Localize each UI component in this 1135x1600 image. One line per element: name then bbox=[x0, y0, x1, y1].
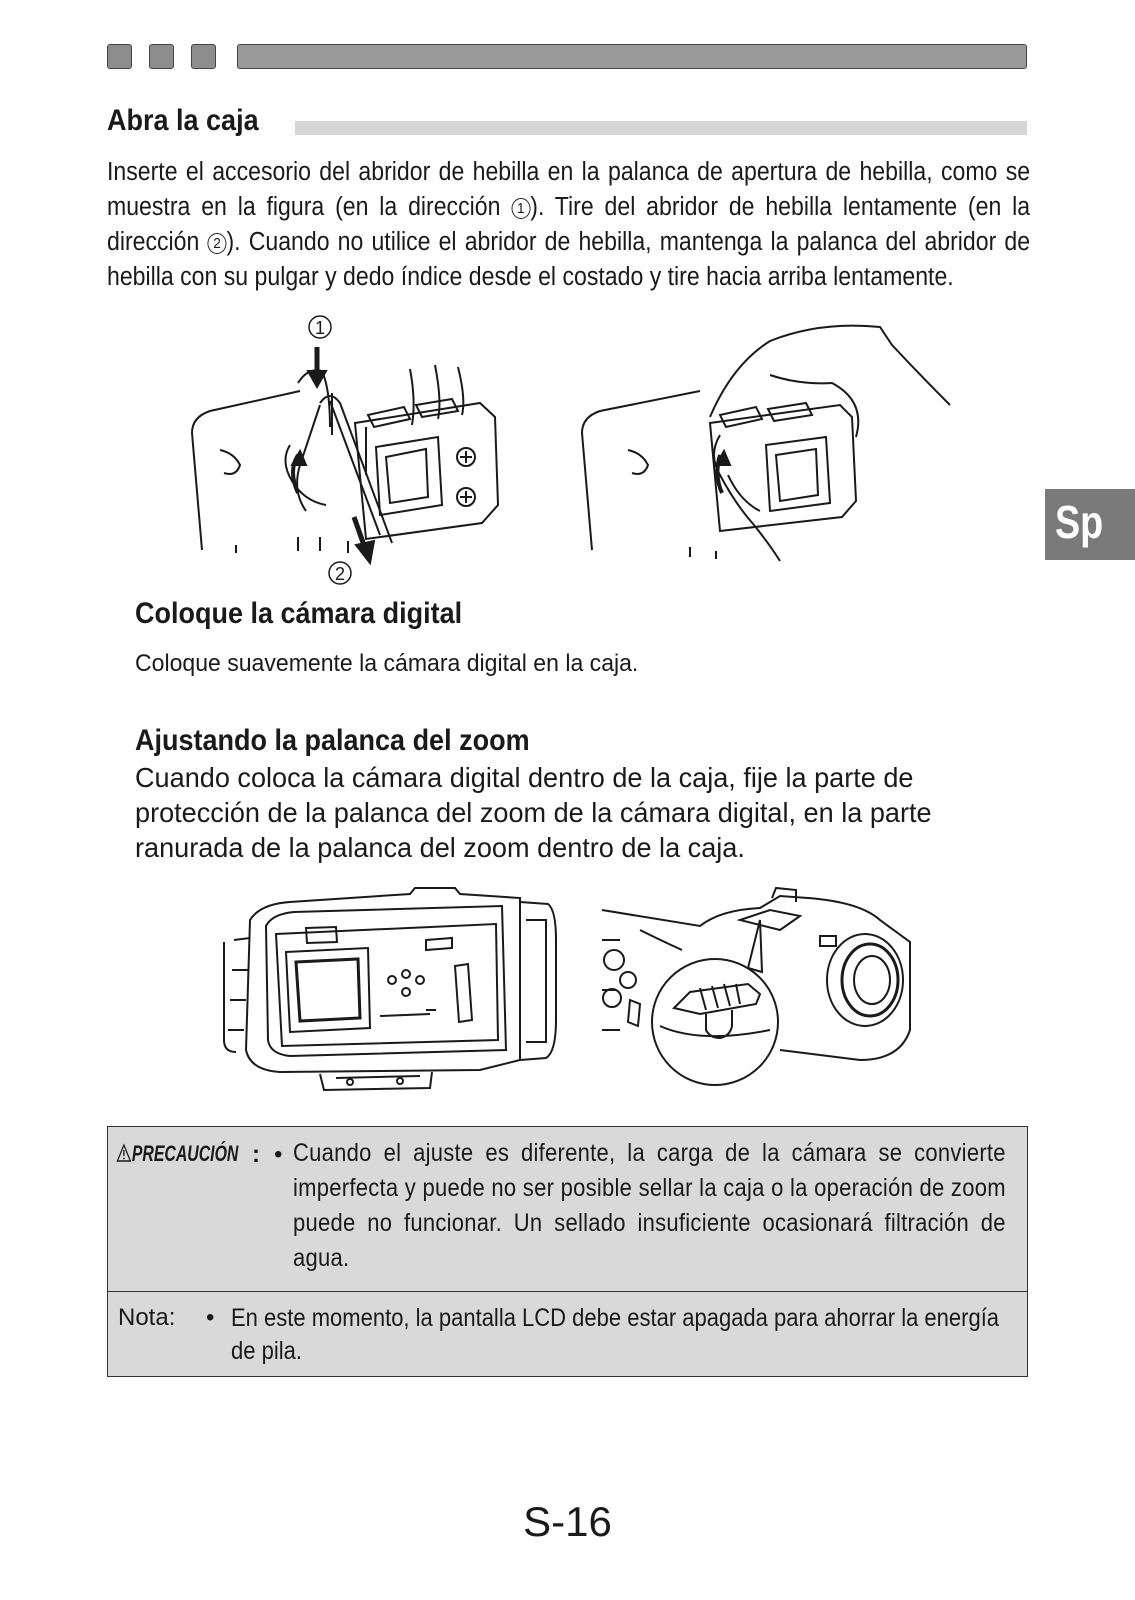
note-bullet: • bbox=[206, 1304, 215, 1331]
figure-camera-in-case bbox=[220, 880, 940, 1105]
body-text: ). Tire del abridor de hebilla lentamente (en la dirección bbox=[107, 193, 1031, 256]
page-number: S-16 bbox=[523, 1498, 612, 1545]
header-square bbox=[191, 44, 216, 69]
callout-1: 1 bbox=[314, 318, 326, 338]
header-bar bbox=[237, 44, 1027, 69]
section-body-zoom-lever: Cuando coloca la cámara digital dentro de la caja, fije la parte de protección de la palanca del zoom de la cámara digital, en la parte ranurada de la palanca del zoom dentro de la caja. bbox=[135, 762, 932, 863]
section-title-place-camera: Coloque la cámara digital bbox=[135, 597, 463, 630]
caution-colon: : bbox=[252, 1141, 260, 1168]
section-title-zoom-lever: Ajustando la palanca del zoom bbox=[135, 724, 530, 757]
caution-text: Cuando el ajuste es diferente, la carga de la cámara se convierte imperfecta y puede no ser posible sellar la caja o la operación de zoom puede no funcionar. Un sellado insuficiente ocasionará filtración de agua. bbox=[293, 1139, 1006, 1272]
caution-label-text: PRECAUCIÓN bbox=[131, 1141, 239, 1166]
warning-triangle-icon bbox=[116, 1143, 132, 1163]
note-box bbox=[107, 1291, 1028, 1377]
header-square bbox=[107, 44, 132, 69]
caution-box bbox=[107, 1126, 1028, 1292]
heading-rule bbox=[295, 121, 1027, 135]
language-tab-label: Sp bbox=[1055, 496, 1104, 548]
caution-label bbox=[116, 1141, 238, 1167]
buckle-opener-illustration-left bbox=[192, 316, 498, 584]
note-label: Nota: bbox=[118, 1304, 176, 1331]
camera-zoom-lever-illustration bbox=[602, 888, 910, 1085]
body-text: ). Cuando no utilice el abridor de hebilla, mantenga la palanca del abridor de hebilla con su pulgar y dedo índice desde el costado y tire hacia arriba lentamente. bbox=[107, 228, 1031, 291]
section-body-place-camera: Coloque suavemente la cámara digital en la caja. bbox=[135, 650, 639, 677]
direction-marker-2: 2 bbox=[207, 233, 226, 254]
callout-2: 2 bbox=[334, 564, 346, 584]
body-text: Inserte el accesorio del abridor de hebilla en la palanca de apertura de hebilla, como se muestra en la figura (en la dirección bbox=[107, 158, 1031, 221]
header-decoration bbox=[107, 44, 1027, 70]
direction-marker-1: 1 bbox=[511, 198, 530, 219]
housing-illustration bbox=[224, 888, 556, 1090]
buckle-opener-illustration-right bbox=[582, 326, 950, 561]
header-square bbox=[149, 44, 174, 69]
section-body-open-case bbox=[107, 155, 1030, 295]
figure-buckle-opener bbox=[180, 305, 980, 590]
note-text: En este momento, la pantalla LCD debe estar apagada para ahorrar la energía de pila. bbox=[231, 1304, 1000, 1365]
language-tab bbox=[1045, 489, 1135, 560]
caution-bullet: • bbox=[274, 1141, 283, 1168]
section-title-open-case: Abra la caja bbox=[107, 104, 259, 137]
